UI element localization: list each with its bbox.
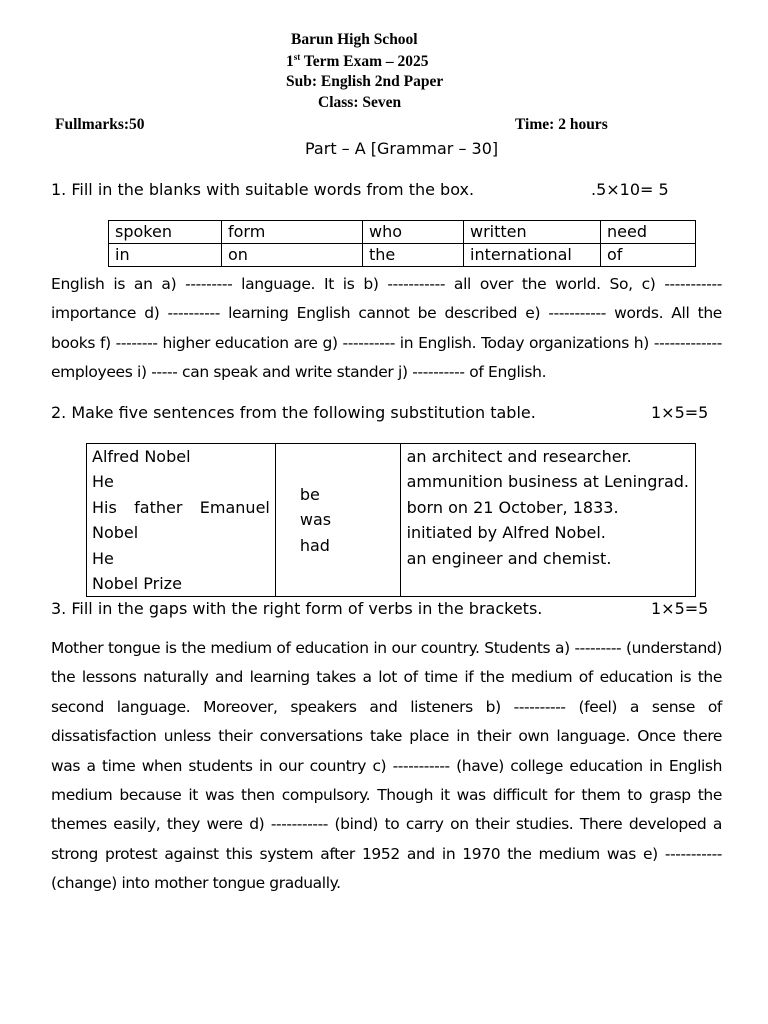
word-box-row bbox=[109, 244, 696, 267]
q2-marks: 1×5=5 bbox=[651, 403, 709, 422]
verb-item: be bbox=[299, 485, 320, 505]
exam-ordinal: 1 bbox=[286, 53, 294, 71]
school-name: Barun High School bbox=[291, 31, 418, 48]
subject-item: Nobel Prize bbox=[92, 573, 182, 593]
subject-item: He bbox=[92, 548, 114, 568]
complement-item: an engineer and chemist. bbox=[406, 548, 612, 568]
q1-passage: English is an a) --------- language. It is b) ----------- all over the world. So, c) ----------- importance d) ---------- learning English cannot be described e) ----------- words. All the books f) -------- higher education are g) ---------- in English. Today organizations h) ------------- employees i) ----- can speak and write stander j) ---------- of English. bbox=[51, 275, 722, 382]
word-box-row bbox=[109, 221, 696, 244]
subject-word: His bbox=[92, 497, 117, 517]
complement-column bbox=[400, 444, 695, 597]
word-box-cell: need bbox=[601, 221, 696, 244]
subject-word: father bbox=[134, 497, 183, 517]
verb-column bbox=[275, 444, 400, 597]
full-marks: Fullmarks:50 bbox=[55, 116, 145, 133]
word-box-cell: the bbox=[363, 244, 464, 267]
word-box-cell: of bbox=[601, 244, 696, 267]
word-box-cell: form bbox=[222, 221, 363, 244]
word-box-cell: international bbox=[464, 244, 601, 267]
q3-marks: 1×5=5 bbox=[651, 599, 709, 618]
exam-ordinal-suffix: st bbox=[293, 52, 301, 62]
complement-item: ammunition business at Leningrad. bbox=[406, 472, 689, 492]
subject-line: Sub: English 2nd Paper bbox=[286, 73, 444, 90]
word-box-cell: spoken bbox=[109, 221, 222, 244]
q3-passage: Mother tongue is the medium of education in our country. Students a) --------- (understand) the lessons naturally and learning takes a lot of time if the medium of education is the second language. Moreover, speakers and listeners b) ---------- (feel) a sense of dissatisfaction unless their conversations take place in their own language. Once there was a time when students in our country c) ----------- (have) college education in English medium because it was then compulsory. Though it was difficult for them to grasp the themes easily, they were d) ----------- (bind) to carry on their studies. There developed a strong protest against this system after 1952 and in 1970 the medium was e) ----------- (change) into mother tongue gradually. bbox=[51, 639, 722, 893]
word-box-cell: in bbox=[109, 244, 222, 267]
word-box-cell: on bbox=[222, 244, 363, 267]
verb-item: had bbox=[299, 535, 330, 555]
q1-prompt: 1. Fill in the blanks with suitable words from the box. bbox=[51, 180, 475, 199]
q2-prompt: 2. Make five sentences from the following substitution table. bbox=[51, 403, 536, 422]
word-box-table bbox=[108, 220, 696, 267]
subject-word: Emanuel bbox=[199, 497, 270, 517]
part-heading: Part – A [Grammar – 30] bbox=[305, 139, 499, 158]
subject-item: Nobel bbox=[92, 523, 139, 543]
q3-prompt: 3. Fill in the gaps with the right form of verbs in the brackets. bbox=[51, 599, 543, 618]
time-allowed: Time: 2 hours bbox=[515, 116, 608, 133]
word-box-cell: written bbox=[464, 221, 601, 244]
q1-marks: .5×10= 5 bbox=[591, 180, 669, 199]
complement-item: initiated by Alfred Nobel. bbox=[406, 523, 606, 543]
verb-item: was bbox=[299, 510, 332, 530]
subject-item-justified bbox=[92, 495, 270, 520]
class-line: Class: Seven bbox=[318, 94, 402, 111]
exam-title-text: Term Exam – 2025 bbox=[300, 53, 429, 71]
word-box-cell: who bbox=[363, 221, 464, 244]
complement-item: born on 21 October, 1833. bbox=[406, 497, 619, 517]
subject-item: Alfred Nobel bbox=[92, 447, 191, 466]
substitution-row bbox=[87, 444, 696, 597]
exam-title bbox=[286, 52, 429, 71]
substitution-table bbox=[86, 443, 696, 597]
subject-column bbox=[87, 444, 276, 597]
subject-item: He bbox=[92, 472, 114, 492]
complement-item: an architect and researcher. bbox=[406, 447, 632, 466]
